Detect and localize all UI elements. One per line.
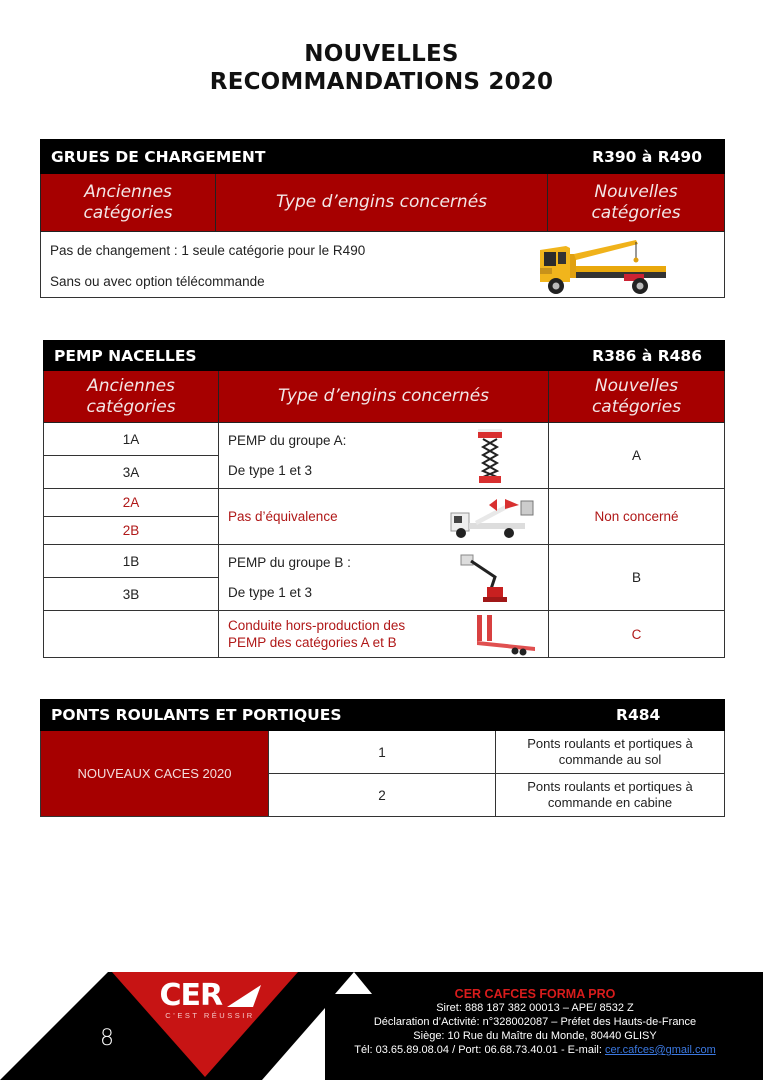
old-category-3B: 3B bbox=[44, 578, 219, 611]
grues-title: GRUES DE CHARGEMENT bbox=[41, 140, 548, 174]
nouveaux-caces-label: NOUVEAUX CACES 2020 bbox=[41, 731, 269, 817]
declaration: Déclaration d’Activité: n°328002087 – Préfet des Hauts-de-France bbox=[373, 1016, 697, 1028]
grues-body bbox=[41, 232, 725, 298]
header-type: Type d’engins concernés bbox=[219, 371, 549, 423]
old-category-2B: 2B bbox=[44, 517, 219, 545]
cer-logo bbox=[150, 978, 270, 1020]
ponts-category-1: 1 bbox=[269, 731, 496, 774]
logo-wing-icon bbox=[227, 985, 261, 1007]
header-type: Type d’engins concernés bbox=[216, 174, 548, 232]
type-cell-group-b bbox=[219, 545, 549, 611]
old-category-2A: 2A bbox=[44, 489, 219, 517]
old-category-3A: 3A bbox=[44, 456, 219, 489]
contact-line bbox=[330, 1043, 740, 1057]
type-line-1: Pas d’équivalence bbox=[228, 509, 338, 524]
page-number: 8 bbox=[100, 1026, 114, 1051]
ponts-desc-2 bbox=[496, 774, 725, 817]
email-link[interactable]: cer.cafces@gmail.com bbox=[604, 1044, 716, 1056]
scissor-lift-icon bbox=[475, 427, 505, 485]
type-line-1: Conduite hors-production des bbox=[228, 618, 406, 633]
desc-line-1: Ponts roulants et portiques à bbox=[527, 779, 693, 794]
type-cell-no-equivalence bbox=[219, 489, 549, 545]
new-category-non-concerne: Non concerné bbox=[549, 489, 725, 545]
type-line-2: De type 1 et 3 bbox=[228, 463, 313, 478]
logo-text: CER bbox=[159, 978, 223, 1013]
pemp-table bbox=[43, 340, 725, 658]
header-nouvelles: Nouvelles catégories bbox=[548, 174, 725, 232]
pemp-code: R386 à R486 bbox=[549, 341, 725, 371]
footer-info bbox=[330, 987, 740, 1057]
title-line-2: RECOMMANDATIONS 2020 bbox=[209, 69, 554, 95]
truck-mounted-lift-icon bbox=[449, 495, 537, 541]
ponts-title: PONTS ROULANTS ET PORTIQUES bbox=[41, 700, 496, 731]
old-category-1A: 1A bbox=[44, 423, 219, 456]
pemp-title: PEMP NACELLES bbox=[44, 341, 549, 371]
header-nouvelles: Nouvelles catégories bbox=[549, 371, 725, 423]
desc-line-1: Ponts roulants et portiques à bbox=[527, 736, 693, 751]
title-line-1: NOUVELLES bbox=[304, 41, 459, 67]
ponts-table bbox=[40, 699, 725, 817]
company-name: CER CAFCES FORMA PRO bbox=[454, 987, 616, 1001]
new-category-B: B bbox=[549, 545, 725, 611]
siret: Siret: 888 187 382 00013 – APE/ 8532 Z bbox=[436, 1002, 634, 1014]
type-line-1: PEMP du groupe A: bbox=[228, 433, 347, 448]
grues-code: R390 à R490 bbox=[548, 140, 725, 174]
new-category-A: A bbox=[549, 423, 725, 489]
ponts-code: R484 bbox=[496, 700, 725, 731]
logo-tagline: C’EST RÉUSSIR bbox=[165, 1011, 255, 1020]
old-category-1B: 1B bbox=[44, 545, 219, 578]
old-category-empty bbox=[44, 611, 219, 658]
grues-line-2: Sans ou avec option télécommande bbox=[50, 273, 265, 289]
desc-line-2: commande en cabine bbox=[547, 795, 673, 810]
trailer-icon bbox=[475, 613, 543, 657]
header-anciennes: Anciennes catégories bbox=[41, 174, 216, 232]
grues-line-1: Pas de changement : 1 seule catégorie pour le R490 bbox=[50, 242, 366, 258]
grues-table bbox=[40, 139, 725, 298]
type-cell-group-a bbox=[219, 423, 549, 489]
footer bbox=[0, 972, 763, 1080]
ponts-desc-1 bbox=[496, 731, 725, 774]
truck-crane-icon bbox=[536, 236, 670, 296]
desc-line-2: commande au sol bbox=[558, 752, 662, 767]
type-cell-hors-production bbox=[219, 611, 549, 658]
type-line-2: PEMP des catégories A et B bbox=[228, 635, 397, 650]
header-anciennes: Anciennes catégories bbox=[44, 371, 219, 423]
siege: Siège: 10 Rue du Maître du Monde, 80440 GLISY bbox=[413, 1030, 657, 1042]
page-title bbox=[0, 40, 763, 96]
type-line-2: De type 1 et 3 bbox=[228, 585, 313, 600]
contact-prefix: Tél: 03.65.89.08.04 / Port: 06.68.73.40.01 - E-mail: bbox=[354, 1044, 605, 1056]
new-category-C: C bbox=[549, 611, 725, 658]
type-line-1: PEMP du groupe B : bbox=[228, 555, 351, 570]
ponts-category-2: 2 bbox=[269, 774, 496, 817]
articulated-boom-lift-icon bbox=[459, 551, 515, 607]
